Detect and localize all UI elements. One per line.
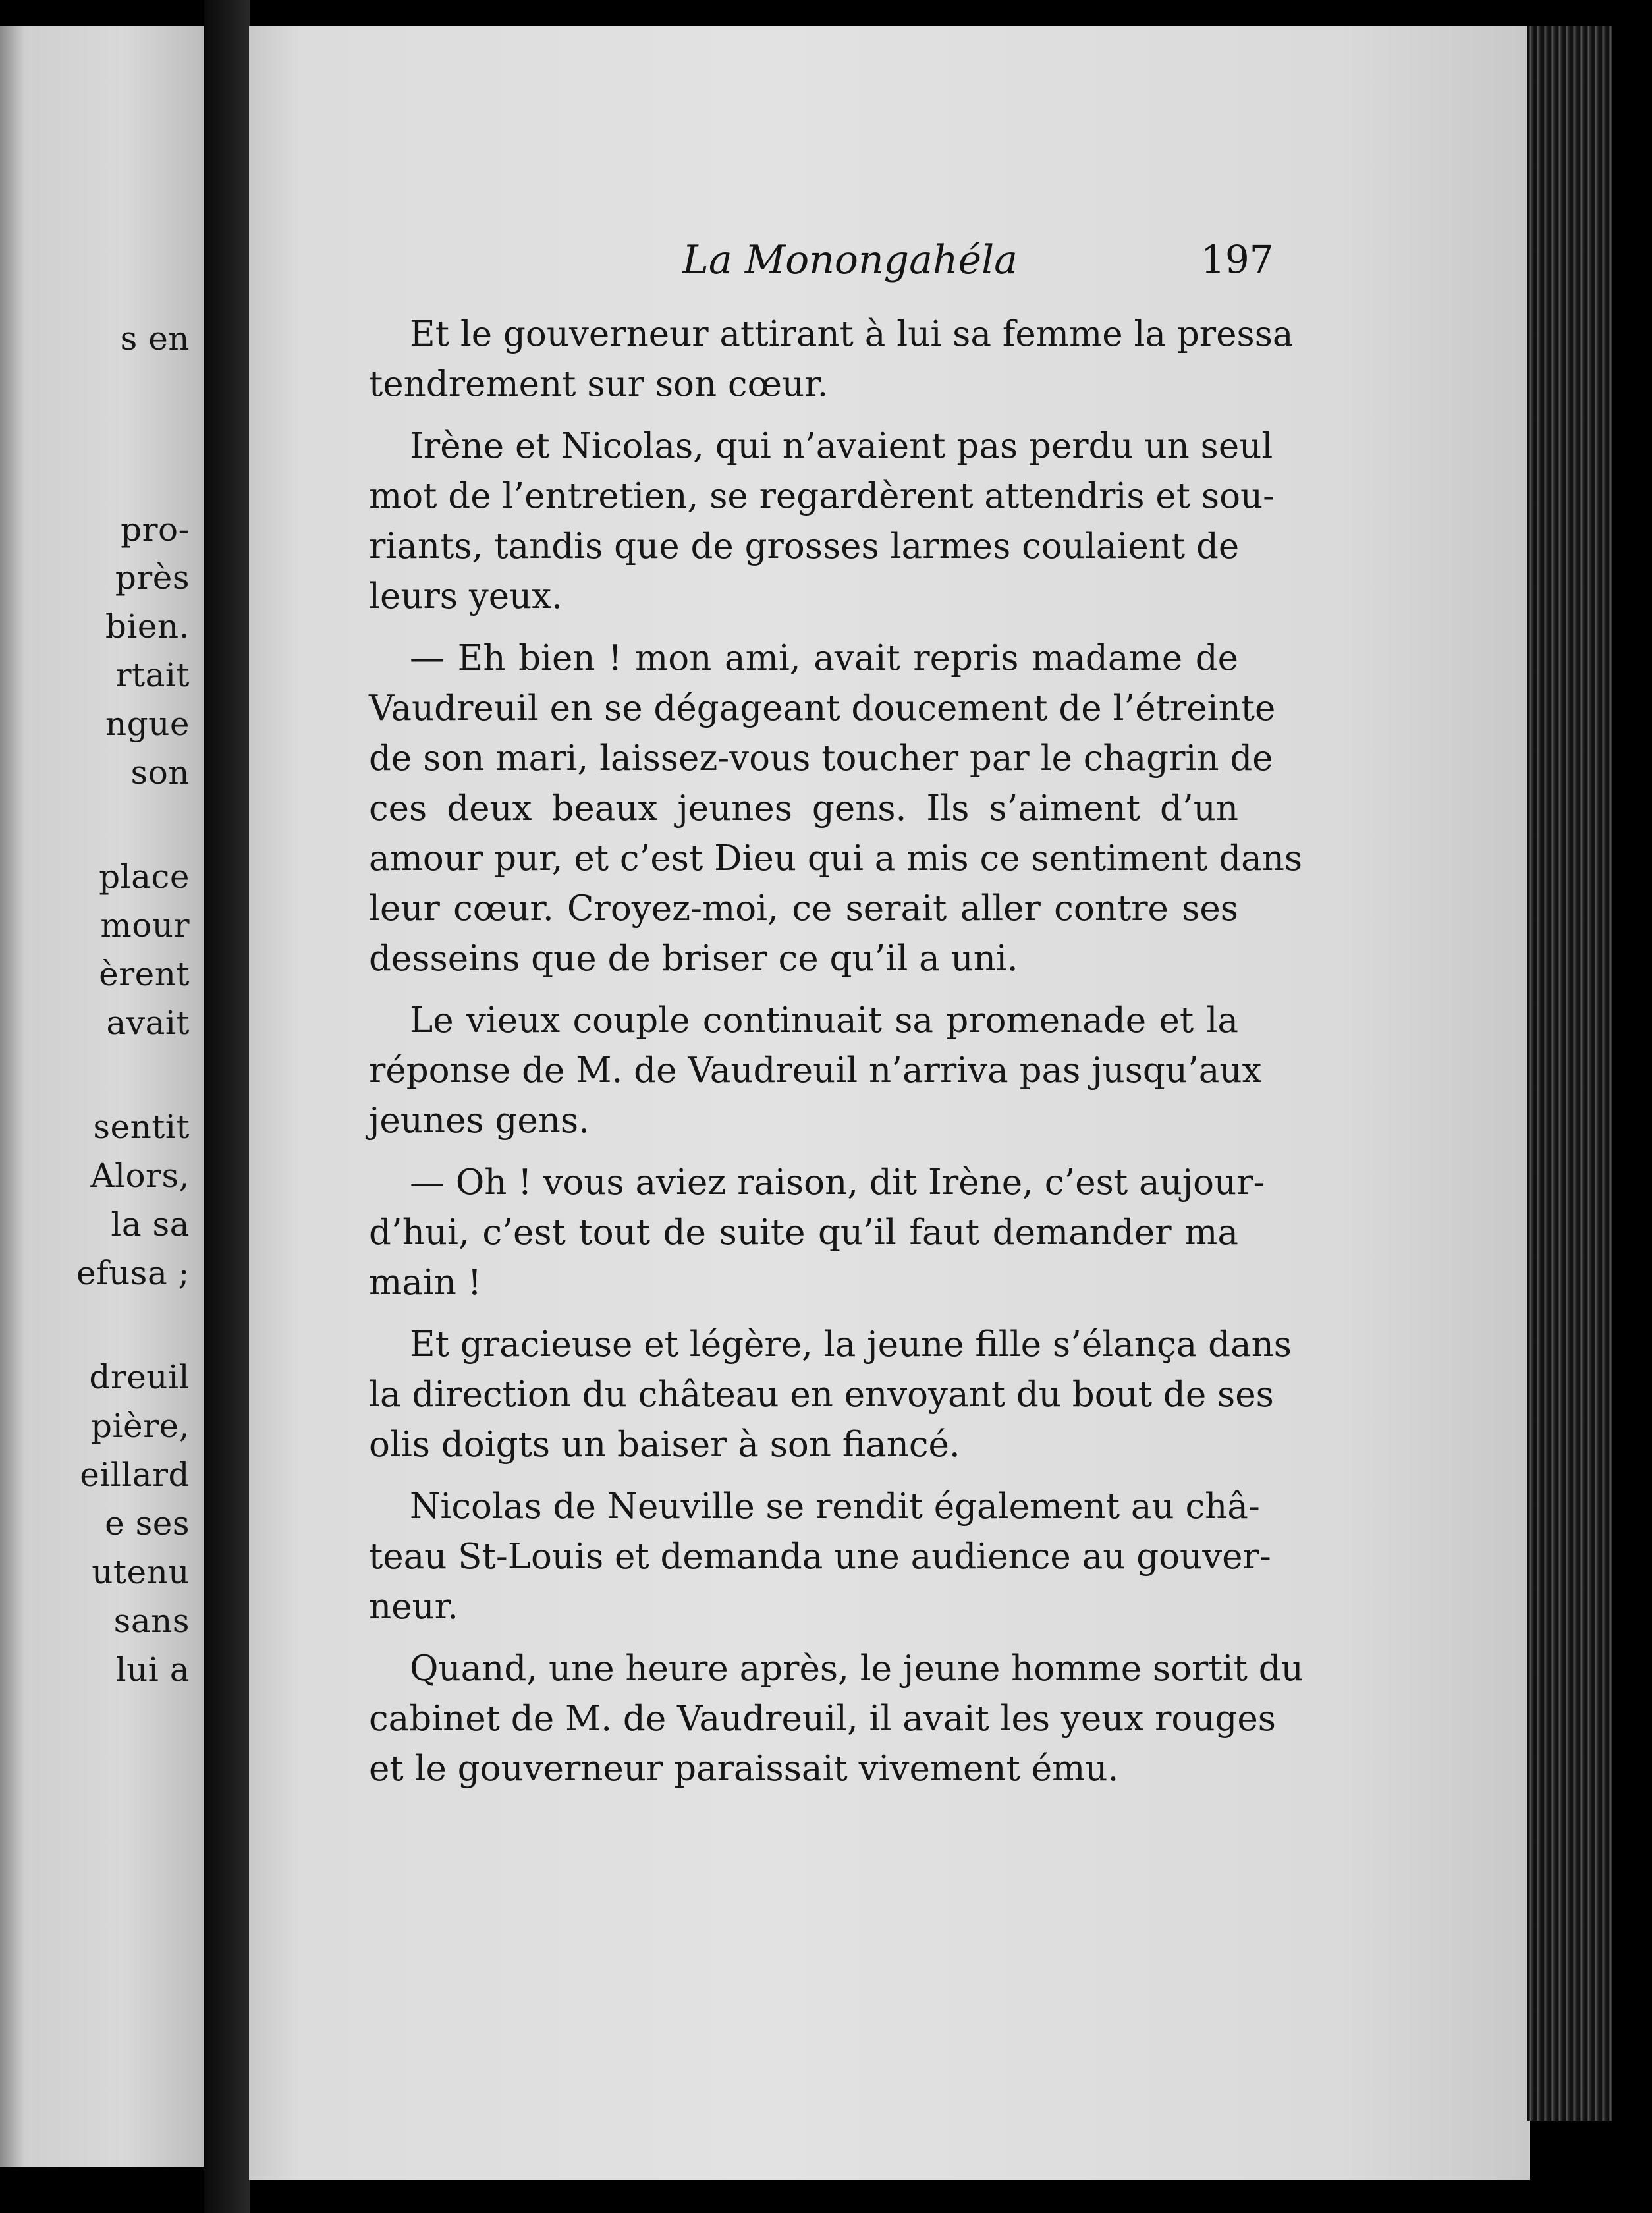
left-page-line: sans (113, 1602, 190, 1640)
page-header (249, 237, 1530, 296)
left-page-line: pro- (121, 510, 190, 549)
text-line: Et gracieuse et légère, la jeune fille s’élança dans (410, 1325, 1292, 1365)
left-page-line: pière, (91, 1407, 190, 1445)
text-line: Quand, une heure après, le jeune homme sortit du (410, 1649, 1304, 1689)
book-gutter (204, 0, 250, 2213)
text-line: leurs yeux. (369, 576, 563, 616)
text-line: jeunes gens. (369, 1101, 590, 1141)
text-line: main ! (369, 1263, 482, 1303)
text-line: d’hui, c’est tout de suite qu’il faut demander ma (369, 1213, 1238, 1253)
text-line: Nicolas de Neuville se rendit également au châ- (410, 1487, 1260, 1527)
running-title: La Monongahéla (682, 237, 1018, 283)
left-page-line: avait (106, 1004, 190, 1042)
text-line: réponse de M. de Vaudreuil n’arriva pas jusqu’aux (369, 1051, 1262, 1091)
text-line: ces deux beaux jeunes gens. Ils s’aiment d’un (369, 788, 1238, 829)
right-page (249, 26, 1530, 2180)
left-page-line: ngue (105, 705, 190, 743)
left-page-line: bien. (105, 607, 190, 645)
left-page-line: lui a (115, 1651, 190, 1689)
text-line: tendrement sur son cœur. (369, 364, 829, 404)
text-line: Et le gouverneur attirant à lui sa femme la pressa (410, 314, 1294, 354)
left-page-line: son (130, 753, 190, 792)
left-page-line: la sa (111, 1205, 190, 1243)
text-line: et le gouverneur paraissait vivement ému. (369, 1749, 1119, 1789)
left-page-line: Alors, (90, 1157, 190, 1195)
left-page-line: rtait (115, 656, 190, 694)
text-line: Irène et Nicolas, qui n’avaient pas perdu un seul (410, 426, 1273, 466)
text-line: leur cœur. Croyez-moi, ce serait aller contre ses (369, 888, 1238, 929)
left-page-line: eillard (80, 1456, 190, 1494)
text-line: olis doigts un baiser à son fiancé. (369, 1425, 960, 1465)
text-line: mot de l’entretien, se regardèrent attendris et sou- (369, 476, 1275, 516)
text-line: riants, tandis que de grosses larmes coulaient de (369, 526, 1240, 566)
left-page-line: sentit (93, 1108, 190, 1146)
left-page-line: mour (100, 906, 190, 944)
text-line: amour pur, et c’est Dieu qui a mis ce sentiment dans (369, 838, 1303, 879)
text-line: desseins que de briser ce qu’il a uni. (369, 939, 1018, 979)
text-line: teau St-Louis et demanda une audience au gouver- (369, 1537, 1271, 1577)
left-page-line: e ses (105, 1504, 190, 1543)
text-line: Vaudreuil en se dégageant doucement de l’étreinte (369, 688, 1276, 728)
left-page-line: efusa ; (76, 1254, 190, 1292)
left-page-fragment (0, 26, 204, 2167)
left-page-line: utenu (92, 1553, 190, 1591)
page-edges (1527, 26, 1612, 2121)
left-page-line: s en (120, 319, 190, 358)
left-page-line: place (99, 858, 190, 896)
page-number: 197 (1201, 237, 1274, 282)
left-page-line: près (115, 559, 190, 597)
text-line: — Eh bien ! mon ami, avait repris madame de (410, 638, 1238, 678)
body-text (369, 310, 1304, 1794)
left-page-line: dreuil (89, 1358, 190, 1396)
text-line: — Oh ! vous aviez raison, dit Irène, c’est aujour- (410, 1162, 1265, 1203)
text-line: cabinet de M. de Vaudreuil, il avait les yeux rouges (369, 1699, 1276, 1739)
text-line: Le vieux couple continuait sa promenade et la (410, 1000, 1238, 1041)
text-line: de son mari, laissez-vous toucher par le chagrin de (369, 738, 1273, 779)
text-line: la direction du château en envoyant du bout de ses (369, 1375, 1274, 1415)
left-page-line: èrent (99, 955, 190, 993)
text-line: neur. (369, 1587, 458, 1627)
